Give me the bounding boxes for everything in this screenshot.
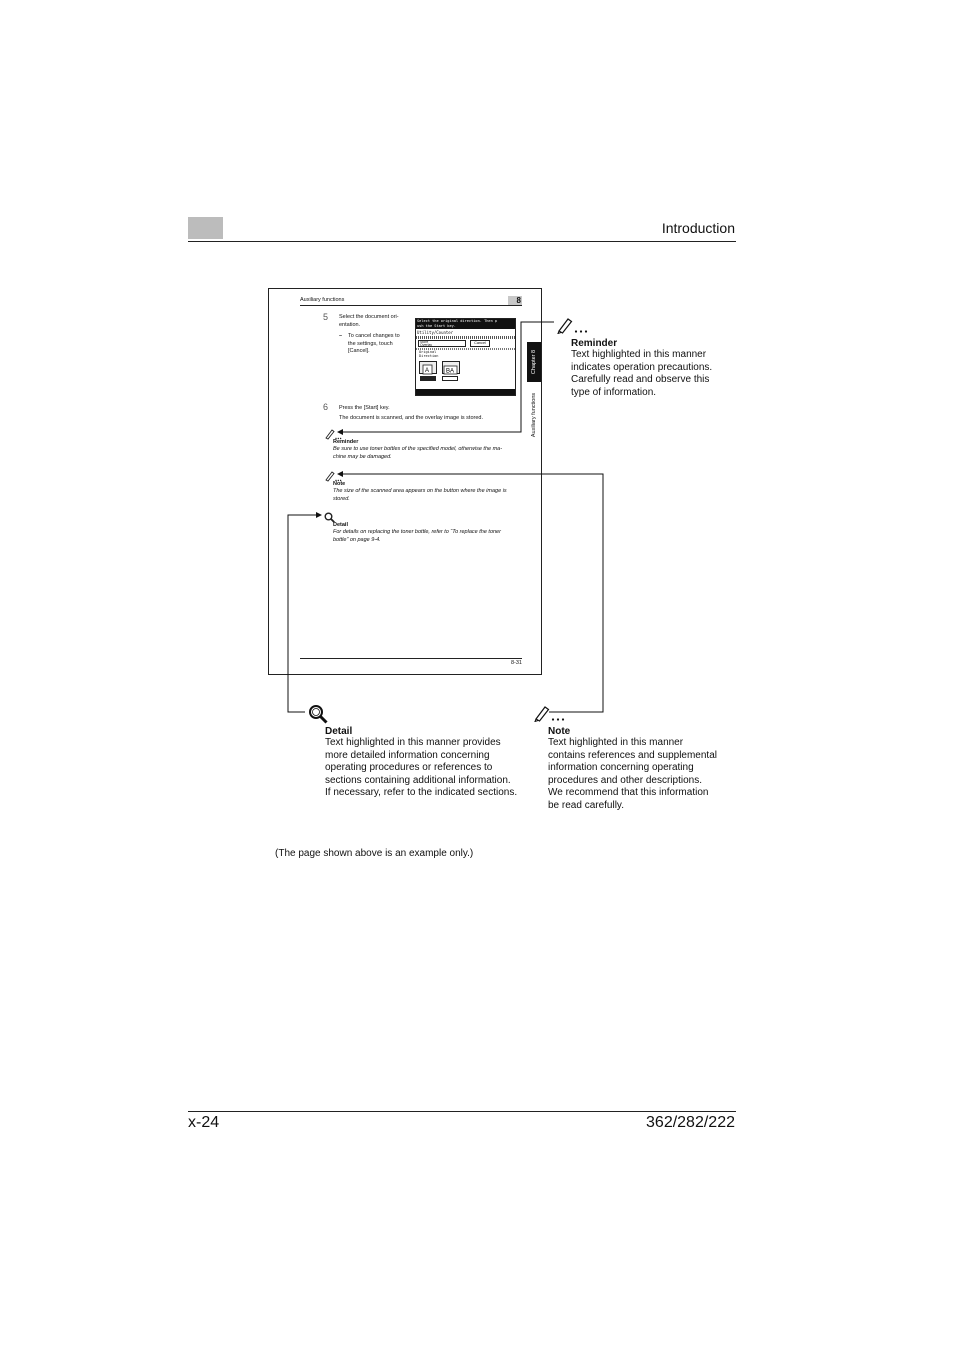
screen-message-bar: Select the original direction. Then p ush the Start key.	[416, 319, 515, 329]
svg-text:A: A	[425, 368, 430, 374]
note-callout-title: Note	[548, 726, 571, 737]
sample-side-tab-section: Auxiliary functions	[531, 392, 537, 438]
sample-note-text: The size of the scanned area appears on the button where the image is stored.	[333, 488, 507, 502]
detail-callout-text: Text highlighted in this manner provides more detailed information concerning operating procedures or references to sections containing additional information. If necessary, refer to the indicated sections.	[325, 737, 518, 799]
note-pencil-icon	[533, 704, 567, 727]
sample-note-title: Note	[333, 481, 346, 487]
reminder-callout-title: Reminder	[571, 338, 618, 349]
sample-page-number: 8-31	[510, 660, 522, 666]
example-caption: (The page shown above is an example only.)	[275, 848, 474, 859]
svg-text:BA: BA	[446, 368, 455, 375]
screen-store-overlay-box: Store Overlay	[418, 340, 466, 347]
sample-step5-number: 5	[323, 312, 329, 322]
sample-step5-subtext: To cancel changes to the settings, touch [Cancel].	[348, 333, 400, 354]
sample-step5-text: Select the document ori- entation.	[339, 314, 399, 328]
sample-detail-title: Detail	[333, 522, 348, 528]
sample-side-tab-chapter: Chapter 8	[531, 349, 537, 375]
reminder-callout-text: Text highlighted in this manner indicates operation precautions. Carefully read and observe this type of information.	[571, 349, 713, 398]
sample-step6-text: Press the [Start] key.	[339, 405, 390, 411]
screen-cancel-button: Cancel	[470, 340, 490, 347]
sample-step6-result: The document is scanned, and the overlay image is stored.	[339, 415, 483, 421]
footer-rule	[188, 1111, 736, 1112]
page-header-title: Introduction	[661, 220, 735, 236]
screen-title: Utility/Counter	[417, 330, 454, 335]
sample-reminder-title: Reminder	[333, 439, 359, 445]
detail-callout-title: Detail	[325, 726, 353, 737]
sample-header-label: Auxiliary functions	[300, 297, 345, 303]
footer-model-number: 362/282/222	[646, 1114, 735, 1131]
note-callout-text: Text highlighted in this manner contains references and supplemental information concerning operating procedures and other descriptions. We recommend that this information be read carefully.	[548, 737, 717, 811]
sample-step6-number: 6	[323, 402, 329, 412]
sample-step5-bullet: –	[339, 333, 343, 339]
sample-chapter-number: 8	[508, 296, 522, 305]
screen-original-direction-label: Original Direction	[419, 350, 439, 358]
reminder-pencil-icon	[556, 316, 590, 339]
sample-detail-text: For details on replacing the toner bottle, refer to “To replace the toner bottle” on page 9-4.	[333, 529, 501, 543]
sample-reminder-text: Be sure to use toner bottles of the specified model, otherwise the ma- chine may be damaged.	[333, 446, 503, 460]
footer-page-number: x-24	[188, 1114, 220, 1131]
